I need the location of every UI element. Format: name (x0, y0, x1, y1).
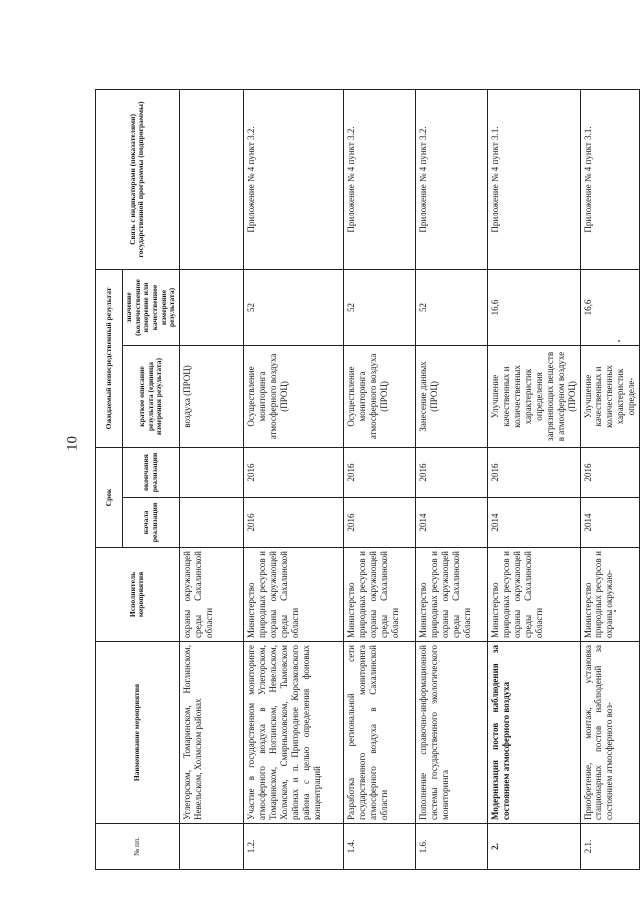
row-executor: Министерство природных ресурсов и охраны окружающей среды Сахалинской области (343, 548, 415, 642)
row-name: Участие в государственном мониторинге атмосферного воздуха в Углегорском, Томаринском, Ноглинском, Невельском, Холмском, Смирныховском, Тымовском районах и п. Пригородное Корсаковского района с целью определения фоновых концентраций (243, 642, 343, 824)
row-link: Приложение № 4 пункт 3.1. (487, 89, 580, 269)
row-executor: Министерство природных ресурсов и охраны окружающей среды Сахалинской области (487, 548, 580, 642)
row-num (179, 824, 243, 870)
row-name: Пополнение справочно-информационной системы государственного экологического мониторинга (415, 642, 487, 824)
row-name: Углегорском, Томаринском, Ноглинском, Невельском, Холмском районах (179, 642, 243, 824)
row-start: 2016 (243, 498, 343, 548)
row-end: 2016 (243, 447, 343, 497)
row-value: 52 (415, 269, 487, 345)
row-end: 2016 (487, 447, 580, 497)
row-executor: Министерство природных ресурсов и охраны окружающей среды Сахалинской области (415, 548, 487, 642)
row-desc: воздуха (ПРОЦ) (179, 345, 243, 447)
row-value (179, 269, 243, 345)
header-row-1 (96, 89, 123, 869)
row-link: Приложение № 4 пункт 3.2. (243, 89, 343, 269)
header-result-desc: краткое описание результата (единица измерения результата) (123, 345, 180, 447)
header-link: Связь с индикаторами (показателями) государственной программы (подпрограммы) (96, 89, 180, 269)
row-start (179, 498, 243, 548)
row-num: 1.4. (343, 824, 415, 870)
row-desc: Улучшение качественных и количественных характеристик определения загрязняющих веществ в атмосферном воздухе (ПРОЦ) (487, 345, 580, 447)
row-start: 2014 (487, 498, 580, 548)
measures-table (95, 89, 640, 870)
header-term-end: окончания реализации (123, 447, 180, 497)
page-number: 10 (64, 436, 81, 451)
row-link: Приложение № 4 пункт 3.2. (415, 89, 487, 269)
row-desc: Улучшение качественных и количественных характеристик определе- (580, 345, 640, 447)
row-start: 2016 (343, 498, 415, 548)
table-row (487, 89, 580, 869)
row-value: 16,6 (580, 269, 640, 345)
row-executor: Министерство природных ресурсов и охраны окружаю- (580, 548, 640, 642)
row-end: 2016 (415, 447, 487, 497)
header-result-value: значение (количественное измерение или качественное измерение результата) (123, 269, 180, 345)
row-desc: Осуществление мониторинга атмосферного воздуха (ПРОЦ) (243, 345, 343, 447)
row-value: 52 (243, 269, 343, 345)
row-name: Модернизация постов наблюдения за состоянием атмосферного воздуха (487, 642, 580, 824)
table-row (243, 89, 343, 869)
row-name: Приобретение, монтаж, установка стационарных постов наблюдений за состоянием атмосферного воз- (580, 642, 640, 824)
row-num: 1.2. (243, 824, 343, 870)
table-row (179, 89, 243, 869)
scan-speck (618, 340, 620, 342)
row-link (179, 89, 243, 269)
row-end (179, 447, 243, 497)
row-start: 2014 (580, 498, 640, 548)
row-num: 2. (487, 824, 580, 870)
row-link: Приложение № 4 пункт 3.2. (343, 89, 415, 269)
row-name: Разработка региональной сети государственного мониторинга атмосферного воздуха в Сахалинской области (343, 642, 415, 824)
header-result: Ожидаемый непосредственный результат (96, 269, 123, 447)
row-executor: охраны окружающей среды Сахалинской области (179, 548, 243, 642)
table-row (580, 89, 640, 869)
rotated-table-container (95, 90, 637, 870)
row-num: 1.6. (415, 824, 487, 870)
row-link: Приложение № 4 пункт 3.1. (580, 89, 640, 269)
row-start: 2014 (415, 498, 487, 548)
table-row (343, 89, 415, 869)
row-value: 52 (343, 269, 415, 345)
row-end: 2016 (580, 447, 640, 497)
row-num: 2.1. (580, 824, 640, 870)
table-row (415, 89, 487, 869)
row-executor: Министерство природных ресурсов и охраны окружающей среды Сахалинской области (243, 548, 343, 642)
header-executor: Исполнитель мероприятия (96, 548, 180, 642)
header-num: № пп. (96, 824, 180, 870)
scan-speck (614, 610, 616, 612)
row-desc: Осуществление мониторинга атмосферного воздуха (ПРОЦ) (343, 345, 415, 447)
header-name: Наименование мероприятия (96, 642, 180, 824)
row-desc: Занесение данных (ПРОЦ) (415, 345, 487, 447)
header-term: Срок (96, 447, 123, 547)
row-end: 2016 (343, 447, 415, 497)
header-term-start: начала реализации (123, 498, 180, 548)
row-value: 16,6 (487, 269, 580, 345)
